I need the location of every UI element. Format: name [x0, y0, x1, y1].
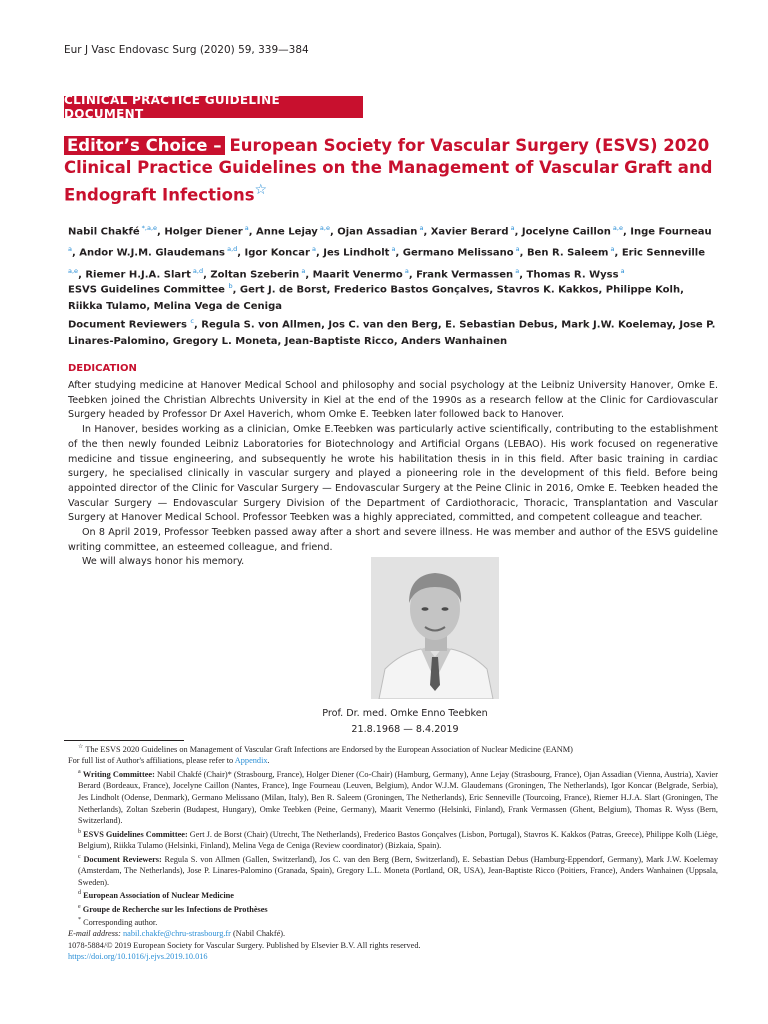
- author-affiliation: a: [299, 266, 306, 275]
- reviewers-label: Document Reviewers: [68, 319, 187, 331]
- doi-line: [68, 951, 718, 963]
- email-link[interactable]: nabil.chakfe@chru-strasbourg.fr: [123, 929, 231, 939]
- committee-affiliation: b: [228, 282, 233, 290]
- footnotes: [68, 742, 718, 963]
- dedication-paragraph: After studying medicine at Hanover Medical School and philosophy and social psychology at the Leibniz University Hanover, Omke E. Teebken joined the Christian Albrechts University in Kiel at the end of the 1990s as a research fellow at the Clinic for Cardiovascular Surgery headed by Professor Dr Axel Haverich, whom Omke E. Teebken later followed back to Hanover.: [68, 380, 718, 421]
- author-name: Igor Koncar: [244, 247, 310, 259]
- dedication-text: [68, 379, 718, 570]
- reviewers-affiliation: c: [190, 317, 194, 325]
- footnote-b: $^b$ ESVS Guidelines Committee: Gert J. de Borst (Chair) (Utrecht, The Netherlands), Frederico Bastos Gonçalves (Lisbon, Portugal), Stavros K. Kakkos (Patras, Greece), Philippe Kolh (Liège, Belgium), Riikka Tulamo (Helsinki, Finland), Melina Vega de Ceniga (Review coordinator) (Bizkaia, Spain).: [78, 828, 718, 851]
- caption-dates: 21.8.1968 — 8.4.2019: [351, 724, 459, 735]
- document-reviewers: Document Reviewers $^c$, Regula S. von Allmen, Jos C. van den Berg, E. Sebastian Debus, Mark J.W. Koelemay, Jose P. Linares-Palomino, Gregory L. Moneta, Jean-Baptiste Ricco, Anders Wanhainen: [68, 317, 716, 348]
- footnote-c-text: Regula S. von Allmen (Gallen, Switzerland), Jos C. van den Berg (Bern, Switzerland), E. Sebastian Debus (Hamburg-Eppendorf, Germany), Mark J.W. Koelemay (Amsterdam, The Netherlands), Jose P. Linares-Palomino (Granada, Spain), Gregory L.L. Moneta (Portland, OR, USA), Jean-Baptiste Ricco (Poitiers, France), Anders Wanhainen (Uppsala, Sweden).: [78, 854, 718, 887]
- author-affiliation: a: [608, 245, 615, 254]
- author-list: Nabil Chakfé $^{*,a,e}$, Holger Diener $^a$, Anne Lejay $^{a,e}$, Ojan Assadian $^a$, Xavier Berard $^a$, Jocelyne Caillon $^{a,e}$, Inge Fourneau $^a$, Andor W.J.M. Glaudemans $^{a,d}$, Igor Koncar $^a$, Jes Lindholt $^a$, Germano Melissano $^a$, Ben R. Saleem $^a$, Eric Senneville $^{a,e}$, Riemer H.J.A. Slart $^{a,d}$, Zoltan Szeberin $^a$, Maarit Venermo $^a$, Frank Vermassen $^a$, Thomas R. Wyss $^a$: [68, 224, 712, 280]
- footnote-a-label: Writing Committee:: [82, 769, 155, 779]
- author-name: Ojan Assadian: [337, 226, 418, 238]
- footnote-e: $^e$ Groupe de Recherche sur les Infections de Prothèses: [78, 903, 268, 914]
- appendix-link[interactable]: Appendix: [234, 756, 268, 766]
- footnote-star-text: The ESVS 2020 Guidelines on Management of Vascular Graft Infections are Endorsed by the European Association of Nuclear Medicine (EANM): [85, 744, 573, 754]
- editors-choice-badge: Editor’s Choice –: [64, 136, 225, 155]
- dedication-paragraph: We will always honor his memory.: [82, 556, 245, 568]
- dedication-paragraph: In Hanover, besides working as a clinician, Omke E.Teebken was particularly active scientifically, contributing to the establishment of the then newly founded Leibniz Laboratories for Biotechnology and Artificial Organs (LEBAO). His work focused on regenerative medicine and tissue engineering, and subsequently he wrote his habilitation thesis in in this field. After basic training in cardiac surgery, he specialised clinically in vascular surgery and played a pioneering role in the development of this field. Before being appointed director of the Clinic for Vascular Surgery — Endovascular Surgery at the Peine Clinic in 2016, Omke E. Teebken headed the Vascular Surgery — Endovascular Surgery Division of the Department of Cardiothoracic, Thoracic, Transplantation and Vascular Surgery at Hanover Medical School. Professor Teebken was a highly appreciated, committed, and competent colleague and teacher.: [68, 424, 718, 524]
- copyright-line: 1078-5884/© 2019 European Society for Vascular Surgery. Published by Elsevier B.V. All rights reserved.: [68, 940, 421, 950]
- footnote-email: [68, 928, 718, 940]
- star-icon: ☆: [78, 744, 84, 750]
- footnote-b-label: ESVS Guidelines Committee:: [83, 829, 188, 839]
- author-affiliation: a: [309, 245, 316, 254]
- author-name: Eric Senneville: [621, 247, 706, 259]
- footnote-e-text: Groupe de Recherche sur les Infections de Prothèses: [82, 904, 268, 914]
- star-footnote-icon[interactable]: ☆: [254, 182, 268, 198]
- author-affiliation: a: [618, 266, 625, 275]
- footnote-star: [68, 742, 718, 755]
- committee-names: Gert J. de Borst, Frederico Bastos Gonçalves, Stavros K. Kakkos, Philippe Kolh, Riikka Tulamo, Melina Vega de Ceniga: [68, 284, 684, 313]
- author-affiliation: a,e: [68, 266, 79, 275]
- author-affiliation: a: [68, 245, 72, 254]
- footnote-full-list: For full list of Author's affiliations, please refer to Appendix.: [68, 756, 270, 766]
- author-affiliation: a: [389, 245, 396, 254]
- reviewers-names: Regula S. von Allmen, Jos C. van den Berg, E. Sebastian Debus, Mark J.W. Koelemay, Jose P. Linares-Palomino, Gregory L. Moneta, Jean-Baptiste Ricco, Anders Wanhainen: [68, 319, 716, 348]
- caption-name: Prof. Dr. med. Omke Enno Teebken: [322, 708, 488, 719]
- author-name: Riemer H.J.A. Slart: [85, 268, 191, 280]
- author-name: Germano Melissano: [402, 247, 514, 259]
- doi-link[interactable]: https://doi.org/10.1016/j.ejvs.2019.10.016: [68, 952, 208, 962]
- portrait-photo: [371, 557, 499, 699]
- author-affiliation: a: [417, 224, 424, 232]
- document-type-banner: CLINICAL PRACTICE GUIDELINE DOCUMENT: [64, 96, 363, 118]
- author-affiliation: a,d: [225, 245, 238, 254]
- footnote-d: $^d$ European Association of Nuclear Medicine: [78, 890, 234, 900]
- author-name: Nabil Chakfé: [68, 226, 140, 238]
- footnote-divider: [64, 740, 184, 741]
- author-name: Andor W.J.M. Glaudemans: [79, 247, 226, 259]
- dedication-heading: DEDICATION: [68, 363, 137, 374]
- email-label: E-mail address:: [68, 929, 121, 939]
- portrait-illustration: [371, 557, 499, 699]
- guidelines-committee: ESVS Guidelines Committee $^b$, Gert J. de Borst, Frederico Bastos Gonçalves, Stavros K. Kakkos, Philippe Kolh, Riikka Tulamo, Melina Vega de Ceniga: [68, 282, 684, 313]
- journal-reference: Eur J Vasc Endovasc Surg (2020) 59, 339—384: [64, 44, 309, 56]
- author-name: Xavier Berard: [430, 226, 509, 238]
- footnote-corresponding: * Corresponding author.: [78, 916, 158, 927]
- footnote-c: $^c$ Document Reviewers: Regula S. von Allmen (Gallen, Switzerland), Jos C. van den Berg (Bern, Switzerland), E. Sebastian Debus (Hamburg-Eppendorf, Germany), Mark J.W. Koelemay (Amsterdam, The Netherlands), Jose P. Linares-Palomino (Granada, Spain), Gregory L.L. Moneta (Portland, OR, USA), Jean-Baptiste Ricco (Poitiers, France), Anders Wanhainen (Uppsala, Sweden).: [78, 853, 718, 887]
- author-name: Ben R. Saleem: [526, 247, 609, 259]
- footnote-c-label: Document Reviewers:: [83, 854, 162, 864]
- title-text: European Society for Vascular Surgery (ESVS) 2020 Clinical Practice Guidelines on the Management of Vascular Graft and Endograft Infections: [64, 136, 713, 205]
- footnote-a: $^a$ Writing Committee: Nabil Chakfé (Chair)* (Strasbourg, France), Holger Diener (Co-Chair) (Hamburg, Germany), Anne Lejay (Strasbourg, France), Ojan Assadian (Vienna, Austria), Xavier Berard (Bordeaux, France), Jocelyne Caillon (Nantes, France), Inge Fourneau (Leuven, Belgium), Andor W.J.M. Glaudemans (Groningen, The Netherlands), Igor Koncar (Belgrade, Serbia), Jes Lindholt (Odense, Denmark), Germano Melissano (Milan, Italy), Ben R. Saleem (Groningen, The Netherlands), Eric Senneville (Tourcoing, France), Riemer H.J.A. Slart (Groningen, The Netherlands), Zoltan Szeberin (Budapest, Hungary), Omke Teebken (Peine, Germany), Maarit Venermo (Helsinki, Finland), Frank Vermassen (Ghent, Belgium), Thomas R. Wyss (Bern, Switzerland).: [78, 768, 718, 826]
- author-name: Zoltan Szeberin: [210, 268, 300, 280]
- full-list-text: For full list of Author's affiliations, please refer to: [68, 756, 234, 766]
- author-affiliation: *,a,e: [139, 224, 158, 232]
- author-name: Jes Lindholt: [323, 247, 390, 259]
- author-affiliation: a: [508, 224, 515, 232]
- author-name: Anne Lejay: [256, 226, 318, 238]
- author-name: Jocelyne Caillon: [521, 226, 611, 238]
- author-affiliation: a: [513, 245, 520, 254]
- author-affiliation: a,d: [190, 266, 204, 275]
- author-affiliation: a: [513, 266, 520, 275]
- footnote-a-text: Nabil Chakfé (Chair)* (Strasbourg, France), Holger Diener (Co-Chair) (Hamburg, Germany), Anne Lejay (Strasbourg, France), Ojan Assadian (Vienna, Austria), Xavier Berard (Bordeaux, France), Jocelyne Caillon (Nantes, France), Inge Fourneau (Leuven, Belgium), Andor W.J.M. Glaudemans (Groningen, The Netherlands), Igor Koncar (Belgrade, Serbia), Jes Lindholt (Odense, Denmark), Germano Melissano (Milan, Italy), Ben R. Saleem (Groningen, The Netherlands), Eric Senneville (Tourcoing, France), Riemer H.J.A. Slart (Groningen, The Netherlands), Zoltan Szeberin (Budapest, Hungary), Omke Teebken (Peine, Germany), Maarit Venermo (Helsinki, Finland), Frank Vermassen (Ghent, Belgium), Thomas R. Wyss (Bern, Switzerland).: [78, 769, 718, 826]
- photo-caption: [300, 706, 510, 738]
- author-affiliation: a: [242, 224, 249, 232]
- dedication-paragraph: On 8 April 2019, Professor Teebken passed away after a short and severe illness. He was member and author of the ESVS guideline writing committee, an esteemed colleague, and friend.: [68, 527, 718, 553]
- committee-label: ESVS Guidelines Committee: [68, 284, 225, 296]
- corresponding-text: Corresponding author.: [83, 917, 158, 927]
- author-affiliation: a: [402, 266, 409, 275]
- author-name: Holger Diener: [164, 226, 243, 238]
- author-name: Thomas R. Wyss: [526, 268, 619, 280]
- author-name: Inge Fourneau: [630, 226, 712, 238]
- footnote-b-text: Gert J. de Borst (Chair) (Utrecht, The Netherlands), Frederico Bastos Gonçalves (Lisbon, Portugal), Stavros K. Kakkos (Patras, Greece), Philippe Kolh (Liège, Belgium), Riikka Tulamo (Helsinki, Finland), Melina Vega de Ceniga (Review coordinator) (Bizkaia, Spain).: [78, 829, 718, 851]
- author-affiliation: a,e: [610, 224, 623, 232]
- article-title: [64, 135, 724, 207]
- email-name: (Nabil Chakfé).: [233, 929, 286, 939]
- author-name: Maarit Venermo: [312, 268, 403, 280]
- footnote-d-text: European Association of Nuclear Medicine: [83, 890, 234, 900]
- author-affiliation: a,e: [317, 224, 330, 232]
- author-name: Frank Vermassen: [416, 268, 514, 280]
